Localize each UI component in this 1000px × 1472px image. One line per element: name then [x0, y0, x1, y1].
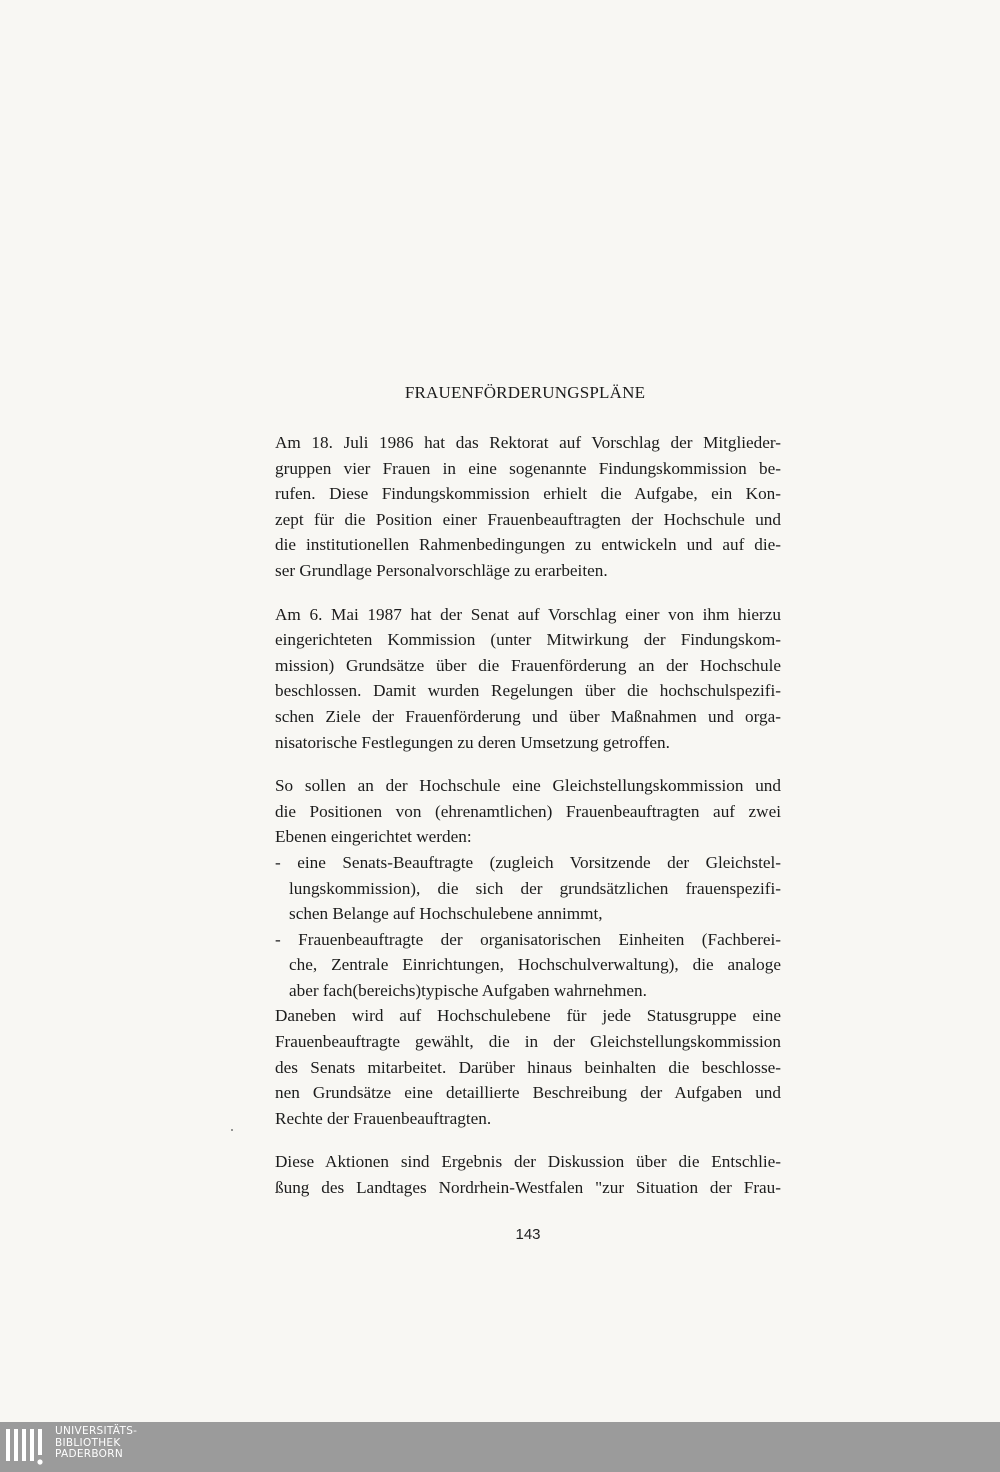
text-line: schen Belange auf Hochschulebene annimmt,: [289, 904, 603, 924]
text-line: Am 6. Mai 1987 hat der Senat auf Vorschlag einer von ihm hierzu: [275, 604, 781, 624]
text-line: eingerichteten Kommission (unter Mitwirkung der Findungskom-: [275, 630, 781, 650]
text-line: Daneben wird auf Hochschulebene für jede Statusgruppe eine: [275, 1006, 781, 1026]
text-line: Ebenen eingerichtet werden:: [275, 827, 472, 847]
text-line: So sollen an der Hochschule eine Gleichstellungskommission und: [275, 776, 781, 796]
text-line: die Positionen von (ehrenamtlichen) Frauenbeauftragten auf zwei: [275, 801, 781, 821]
text-line: gruppen vier Frauen in eine sogenannte Findungskommission be-: [275, 458, 781, 478]
library-footer-bar: [0, 1422, 1000, 1472]
scan-speck: [231, 1129, 233, 1131]
text-line: rufen. Diese Findungskommission erhielt die Aufgabe, ein Kon-: [275, 484, 781, 504]
text-line: die institutionellen Rahmenbedingungen zu entwickeln und auf die-: [275, 535, 781, 555]
logo-line: PADERBORN: [55, 1448, 123, 1460]
text-line: ßung des Landtages Nordrhein-Westfalen "zur Situation der Frau-: [275, 1178, 781, 1198]
paragraph-3: [275, 773, 781, 1131]
text-line: nen Grundsätze eine detaillierte Beschreibung der Aufgaben und: [275, 1083, 781, 1103]
paragraph-4: [275, 1149, 781, 1200]
library-logo-text: [55, 1426, 137, 1461]
paragraph-2: [275, 602, 781, 756]
paragraph-1: [275, 430, 781, 584]
logo-line: BIBLIOTHEK: [55, 1436, 121, 1449]
list-item-senats-beauftragte: - eine Senats-Beauftragte (zugleich Vorsitzende der Gleichstel-: [275, 852, 781, 872]
page-heading: FRAUENFÖRDERUNGSPLÄNE: [404, 383, 646, 402]
text-line: Frauenbeauftragte gewählt, die in der Gleichstellungskommission: [275, 1032, 781, 1052]
text-line: ser Grundlage Personalvorschläge zu erarbeiten.: [275, 560, 608, 580]
library-logo-icon: [4, 1427, 44, 1467]
text-line: zept für die Position einer Frauenbeauftragten der Hochschule und: [275, 509, 781, 529]
text-line: Am 18. Juli 1986 hat das Rektorat auf Vorschlag der Mitglieder-: [275, 433, 781, 452]
text-line: beschlossen. Damit wurden Regelungen über die hochschulspezifi-: [275, 681, 781, 701]
text-line: che, Zentrale Einrichtungen, Hochschulverwaltung), die analoge: [289, 955, 781, 975]
body-text: [275, 430, 781, 1201]
page-number: 143: [515, 1226, 541, 1243]
text-line: mission) Grundsätze über die Frauenförderung an der Hochschule: [275, 655, 781, 675]
text-line: des Senats mitarbeitet. Darüber hinaus beinhalten die beschlosse-: [275, 1057, 781, 1077]
text-line: lungskommission), die sich der grundsätzlichen frauenspezifi-: [289, 878, 781, 898]
text-line: nisatorische Festlegungen zu deren Umsetzung getroffen.: [275, 732, 670, 752]
logo-line: UNIVERSITÄTS-: [55, 1425, 138, 1437]
text-line: aber fach(bereichs)typische Aufgaben wahrnehmen.: [289, 980, 647, 1000]
list-item-frauenbeauftragte: - Frauenbeauftragte der organisatorischen Einheiten (Fachberei-: [275, 929, 781, 949]
text-line: schen Ziele der Frauenförderung und über Maßnahmen und orga-: [275, 706, 781, 726]
text-line: Diese Aktionen sind Ergebnis der Diskussion über die Entschlie-: [275, 1152, 781, 1172]
text-line: Rechte der Frauenbeauftragten.: [275, 1108, 492, 1128]
